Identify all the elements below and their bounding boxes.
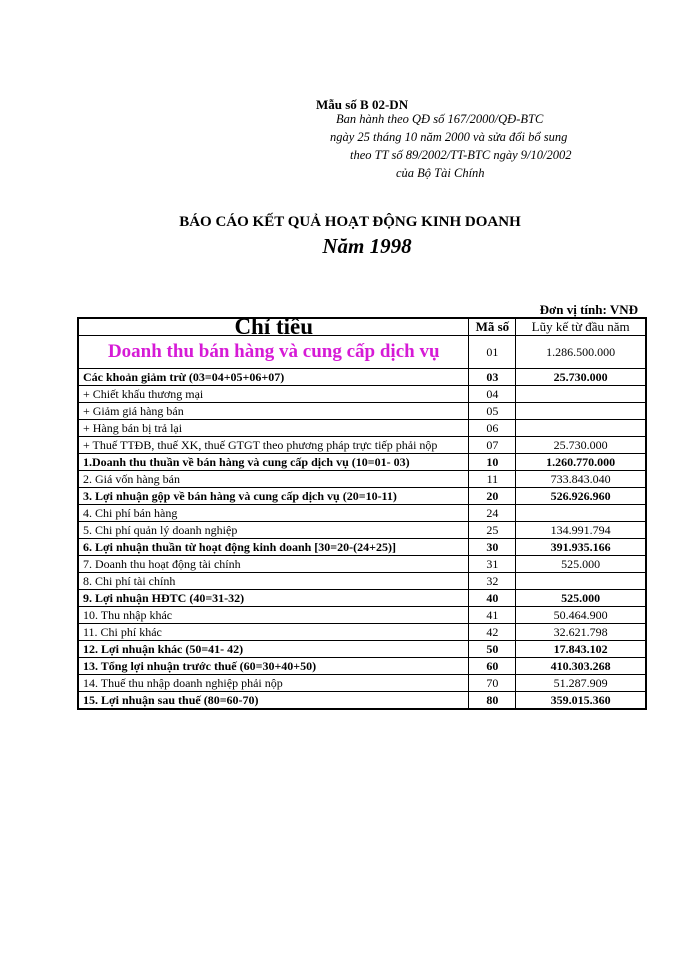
row-label: + Chiết khấu thương mại [78, 386, 469, 403]
table-row [78, 386, 646, 403]
row-label: 10. Thu nhập khác [78, 607, 469, 624]
report-title: BÁO CÁO KẾT QUẢ HOẠT ĐỘNG KINH DOANH [179, 214, 521, 230]
row-code: 60 [469, 658, 516, 675]
row-value: 525.000 [516, 556, 646, 573]
table-row [78, 590, 646, 607]
row-code: 01 [469, 336, 516, 369]
row-code: 11 [469, 471, 516, 488]
row-value: 1.286.500.000 [516, 336, 646, 369]
table-row [78, 454, 646, 471]
row-value: 1.260.770.000 [516, 454, 646, 471]
row-code: 06 [469, 420, 516, 437]
table-row [78, 539, 646, 556]
row-value [516, 386, 646, 403]
table-row [78, 522, 646, 539]
row-value: 526.926.960 [516, 488, 646, 505]
row-label: 7. Doanh thu hoạt động tài chính [78, 556, 469, 573]
issuance-line: Ban hành theo QĐ số 167/2000/QĐ-BTC [336, 112, 544, 126]
row-label: 3. Lợi nhuận gộp về bán hàng và cung cấp dịch vụ (20=10-11) [78, 488, 469, 505]
table-row [78, 471, 646, 488]
row-label: Các khoản giảm trừ (03=04+05+06+07) [78, 369, 469, 386]
table-row [78, 505, 646, 522]
row-value: 25.730.000 [516, 369, 646, 386]
unit-label: Đơn vị tính: VNĐ [539, 302, 638, 317]
row-value: 50.464.900 [516, 607, 646, 624]
row-label: 13. Tổng lợi nhuận trước thuế (60=30+40+50) [78, 658, 469, 675]
issuance-line: theo TT số 89/2002/TT-BTC ngày 9/10/2002 [350, 148, 572, 162]
column-header-item: Chỉ tiêu [78, 318, 469, 336]
row-code: 05 [469, 403, 516, 420]
table-row [78, 488, 646, 505]
row-code: 42 [469, 624, 516, 641]
column-header-code: Mã số [469, 318, 516, 336]
row-label: 6. Lợi nhuận thuần từ hoạt động kinh doanh [30=20-(24+25)] [78, 539, 469, 556]
row-code: 70 [469, 675, 516, 692]
row-code: 20 [469, 488, 516, 505]
table-header-row [78, 318, 646, 336]
row-label: 2. Giá vốn hàng bán [78, 471, 469, 488]
row-value: 32.621.798 [516, 624, 646, 641]
table-row [78, 692, 646, 710]
row-code: 10 [469, 454, 516, 471]
row-code: 80 [469, 692, 516, 710]
row-value: 134.991.794 [516, 522, 646, 539]
table-row [78, 403, 646, 420]
row-code: 03 [469, 369, 516, 386]
table-row [78, 420, 646, 437]
row-label: 4. Chi phí bán hàng [78, 505, 469, 522]
row-code: 50 [469, 641, 516, 658]
row-code: 31 [469, 556, 516, 573]
issuance-note [300, 110, 680, 182]
row-code: 07 [469, 437, 516, 454]
row-label: 1.Doanh thu thuần về bán hàng và cung cấp dịch vụ (10=01- 03) [78, 454, 469, 471]
income-statement-table [77, 317, 647, 710]
row-code: 04 [469, 386, 516, 403]
row-code: 32 [469, 573, 516, 590]
row-label: 12. Lợi nhuận khác (50=41- 42) [78, 641, 469, 658]
row-code: 25 [469, 522, 516, 539]
row-value [516, 505, 646, 522]
table-row [78, 641, 646, 658]
row-code: 24 [469, 505, 516, 522]
row-label: 8. Chi phí tài chính [78, 573, 469, 590]
row-value: 391.935.166 [516, 539, 646, 556]
row-value: 25.730.000 [516, 437, 646, 454]
table-row [78, 556, 646, 573]
row-label: + Hàng bán bị trả lại [78, 420, 469, 437]
row-label: Doanh thu bán hàng và cung cấp dịch vụ [78, 336, 469, 369]
table-row [78, 658, 646, 675]
row-value: 51.287.909 [516, 675, 646, 692]
row-value: 525.000 [516, 590, 646, 607]
row-value: 359.015.360 [516, 692, 646, 710]
row-label: 11. Chi phí khác [78, 624, 469, 641]
row-label: + Thuế TTĐB, thuế XK, thuế GTGT theo phương pháp trực tiếp phải nộp [78, 437, 469, 454]
row-code: 30 [469, 539, 516, 556]
row-value: 410.303.268 [516, 658, 646, 675]
column-header-value: Lũy kế từ đầu năm [516, 318, 646, 336]
report-year: Năm 1998 [322, 234, 412, 258]
row-label: 9. Lợi nhuận HĐTC (40=31-32) [78, 590, 469, 607]
row-label: 5. Chi phí quản lý doanh nghiệp [78, 522, 469, 539]
table-row [78, 624, 646, 641]
row-code: 40 [469, 590, 516, 607]
form-number: Mẫu số B 02-DN [316, 97, 409, 112]
row-value: 17.843.102 [516, 641, 646, 658]
table-row [78, 573, 646, 590]
row-value [516, 573, 646, 590]
issuance-line: ngày 25 tháng 10 năm 2000 và sửa đổi bổ sung [330, 130, 568, 144]
table-row [78, 607, 646, 624]
row-code: 41 [469, 607, 516, 624]
row-value [516, 403, 646, 420]
issuance-line: của Bộ Tài Chính [396, 166, 485, 180]
table-row [78, 369, 646, 386]
row-value: 733.843.040 [516, 471, 646, 488]
table-row [78, 437, 646, 454]
table-row [78, 675, 646, 692]
row-label: 15. Lợi nhuận sau thuế (80=60-70) [78, 692, 469, 710]
row-label: 14. Thuế thu nhập doanh nghiệp phải nộp [78, 675, 469, 692]
table-row [78, 336, 646, 369]
row-value [516, 420, 646, 437]
row-label: + Giảm giá hàng bán [78, 403, 469, 420]
